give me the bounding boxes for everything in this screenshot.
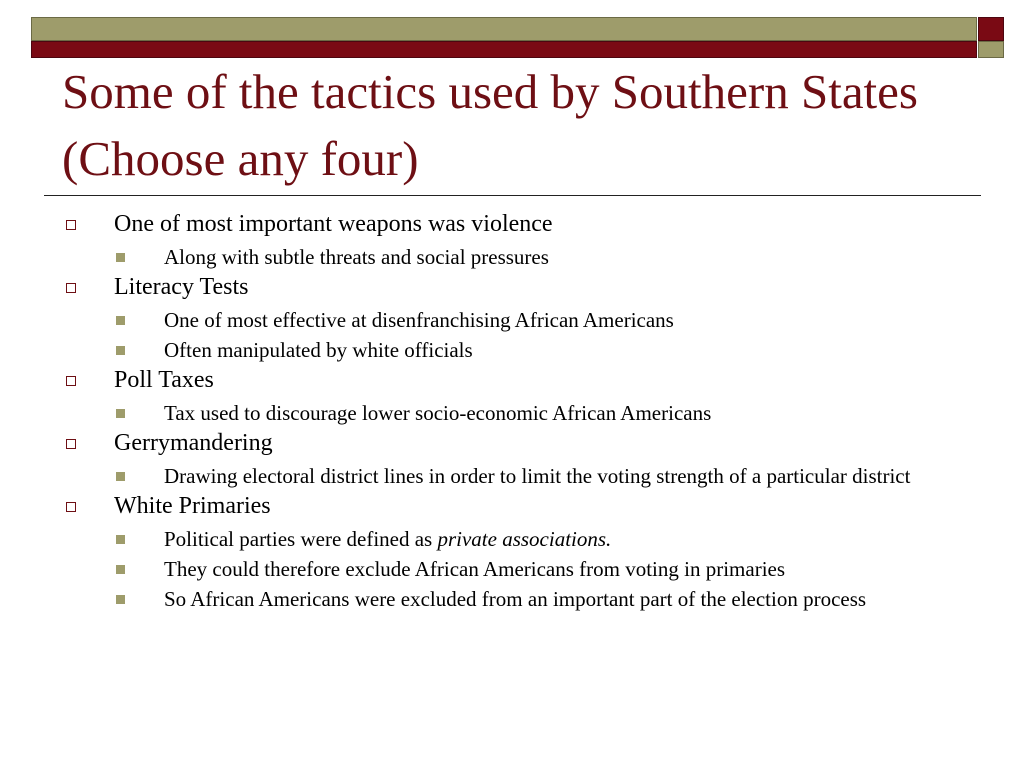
hollow-square-bullet-icon bbox=[66, 439, 76, 449]
sub-bullet-item bbox=[0, 527, 944, 551]
slide-title: Some of the tactics used by Southern States (Choose any four) bbox=[62, 64, 918, 186]
header-band-red bbox=[31, 41, 977, 58]
filled-square-bullet-icon bbox=[116, 346, 125, 355]
sub-bullet-item bbox=[0, 245, 944, 269]
filled-square-bullet-icon bbox=[116, 535, 125, 544]
sub-bullet-item bbox=[0, 587, 944, 611]
sub-bullet-item bbox=[0, 464, 944, 488]
sub-bullet-text: They could therefore exclude African Americans from voting in primaries bbox=[164, 557, 786, 581]
bullet-text: Literacy Tests bbox=[114, 274, 249, 300]
bullet-item bbox=[0, 428, 974, 458]
sub-bullet-text: Tax used to discourage lower socio-economic African Americans bbox=[164, 401, 712, 425]
sub-bullet-text: Along with subtle threats and social pressures bbox=[164, 245, 549, 269]
header-band-olive bbox=[31, 17, 977, 41]
bullet-text: One of most important weapons was violence bbox=[114, 211, 553, 237]
bullet-text: Gerrymandering bbox=[114, 430, 273, 456]
sub-bullet-item bbox=[0, 308, 944, 332]
filled-square-bullet-icon bbox=[116, 565, 125, 574]
sub-bullet-italic-text: private associations. bbox=[437, 527, 612, 551]
sub-bullet-text: One of most effective at disenfranchising African Americans bbox=[164, 308, 674, 332]
hollow-square-bullet-icon bbox=[66, 220, 76, 230]
bullet-text: Poll Taxes bbox=[114, 367, 214, 393]
sub-bullet-text: Drawing electoral district lines in order to limit the voting strength of a particular district bbox=[164, 464, 911, 488]
bullet-item bbox=[0, 491, 974, 521]
header-corner-red bbox=[978, 17, 1004, 41]
filled-square-bullet-icon bbox=[116, 253, 125, 262]
bullet-item bbox=[0, 272, 974, 302]
filled-square-bullet-icon bbox=[116, 409, 125, 418]
sub-bullet-item bbox=[0, 338, 944, 362]
filled-square-bullet-icon bbox=[116, 472, 125, 481]
sub-bullet-item bbox=[0, 401, 944, 425]
bullet-item bbox=[0, 365, 974, 395]
sub-bullet-text: So African Americans were excluded from an important part of the election process bbox=[164, 587, 867, 611]
title-divider bbox=[44, 195, 981, 196]
sub-bullet-item bbox=[0, 557, 944, 581]
bullet-list bbox=[0, 206, 1024, 611]
bullet-text: White Primaries bbox=[114, 493, 271, 519]
hollow-square-bullet-icon bbox=[66, 376, 76, 386]
sub-bullet-text: Often manipulated by white officials bbox=[164, 338, 473, 362]
filled-square-bullet-icon bbox=[116, 316, 125, 325]
sub-bullet-text: Political parties were defined as bbox=[164, 527, 438, 551]
filled-square-bullet-icon bbox=[116, 595, 125, 604]
bullet-item bbox=[0, 209, 974, 239]
header-corner-olive bbox=[978, 41, 1004, 58]
hollow-square-bullet-icon bbox=[66, 283, 76, 293]
hollow-square-bullet-icon bbox=[66, 502, 76, 512]
